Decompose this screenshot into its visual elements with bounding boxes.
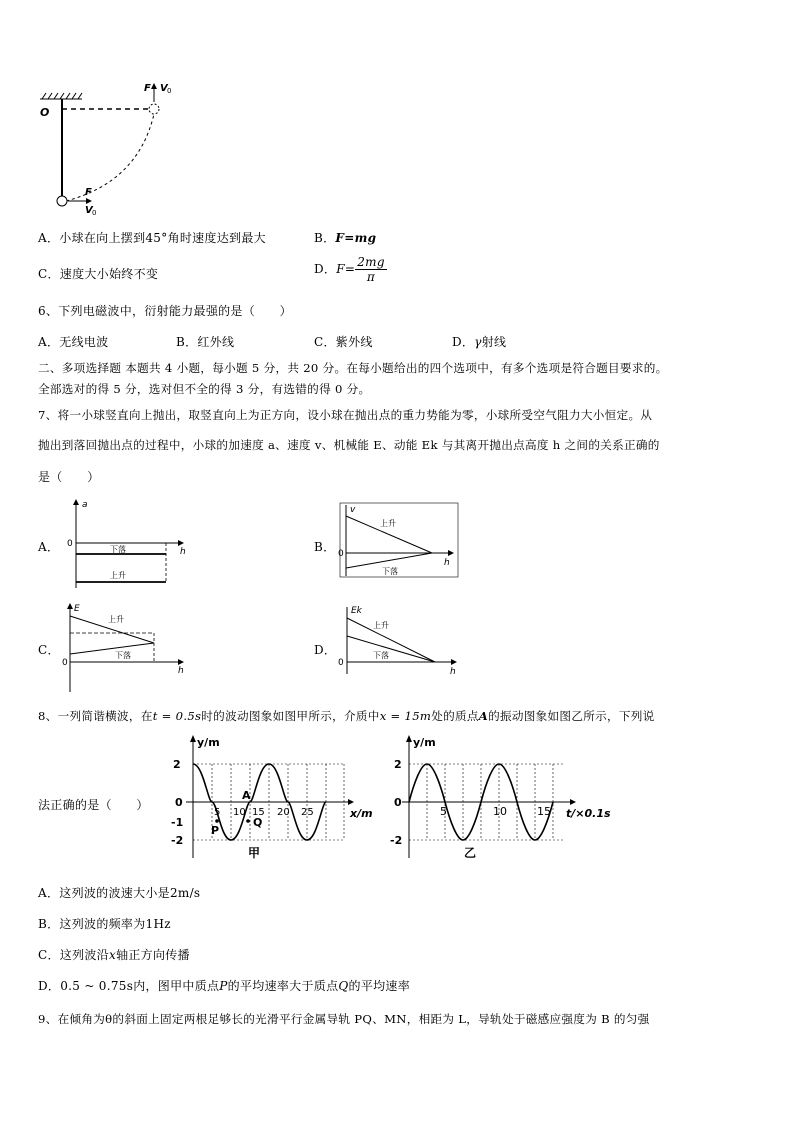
force-label-top: F <box>144 83 151 94</box>
q5-option-d-fraction <box>355 255 387 284</box>
q5-option-b-prefix: B． <box>314 231 336 245</box>
q7d-y-axis-label: Ek <box>351 606 362 616</box>
q8-option-b-text: B．这列波的频率为 <box>38 917 146 931</box>
velocity-sub-top: 0 <box>167 87 172 95</box>
q8-option-d-range: 0.5 ~ 0.75s <box>60 979 134 993</box>
q6-option-c: C．紫外线 <box>314 335 373 349</box>
q7c-x-axis-label: h <box>178 666 184 676</box>
jia-x-tick-20: 20 <box>277 807 290 818</box>
yi-x-axis-label: t/×0.1s <box>566 807 611 820</box>
q7c-fall-label: 下落 <box>115 651 131 660</box>
q7b-rise-label: 上升 <box>380 519 396 528</box>
q8-option-c-post: 轴正方向传播 <box>116 948 190 962</box>
q8-stem-point-a: A <box>478 709 489 723</box>
q6-stem: 6、下列电磁波中，衍射能力最强的是（ ） <box>38 304 292 318</box>
section2-instructions-line2: 全部选对的得 5 分，选对但不全的得 3 分，有选错的得 0 分。 <box>38 382 371 396</box>
q8-stem-part2: 时的波动图象如图甲所示，介质中 <box>201 709 380 723</box>
q8-option-d-end: 的平均速率 <box>348 979 411 993</box>
q7-option-b-label: B． <box>314 540 336 554</box>
q5-option-b <box>314 229 376 246</box>
q8-option-d <box>38 977 410 994</box>
q7a-fall-label: 下落 <box>110 545 126 554</box>
q8-figure-jia <box>168 733 378 863</box>
q7a-y-axis-label: a <box>82 500 88 510</box>
q5-option-d-prefix: D． <box>314 262 337 276</box>
force-label-bottom: F <box>85 187 92 198</box>
pivot-label: O <box>40 106 50 119</box>
q7c-fall-line <box>70 643 154 654</box>
yi-y-tick-2: 2 <box>394 758 402 771</box>
q7b-fall-line <box>346 553 432 568</box>
yi-y-tick-neg2: -2 <box>390 834 403 847</box>
q7-option-c-label: C． <box>38 643 60 657</box>
q7c-origin-label: 0 <box>62 658 68 668</box>
q7d-rise-label: 上升 <box>373 621 389 630</box>
q8-stem-time: t = 0.5s <box>152 709 202 723</box>
q8-option-c-x: x <box>108 948 117 962</box>
q8-option-b <box>38 915 171 932</box>
jia-x-tick-10: 10 <box>233 807 246 818</box>
q5-option-d <box>314 255 387 284</box>
q8-option-a-value: 2m/s <box>169 886 201 900</box>
q6-option-d-suffix: 射线 <box>481 335 507 349</box>
q7-graph-b <box>332 502 462 580</box>
q8-stem-continued: 法正确的是（ ） <box>38 798 149 812</box>
ball-bottom <box>57 196 67 206</box>
force-arrowhead-bottom <box>86 198 92 204</box>
q7-graph-d <box>335 604 465 676</box>
force-arrowhead-top <box>151 83 157 89</box>
velocity-label-bottom: V <box>85 205 93 216</box>
yi-caption: 乙 <box>464 846 477 860</box>
jia-x-tick-5: 5 <box>214 807 221 818</box>
q6-option-b: B．红外线 <box>176 335 235 349</box>
q5-option-c: C．速度大小始终不变 <box>38 267 159 281</box>
jia-y-tick-neg1: -1 <box>171 816 184 829</box>
q8-stem <box>38 708 655 724</box>
jia-x-tick-25: 25 <box>301 807 314 818</box>
q7-graph-c <box>60 602 190 692</box>
q6-option-d-prefix: D． <box>452 335 475 349</box>
q8-option-d-mid2: 的平均速率大于质点 <box>227 979 339 993</box>
jia-y-tick-2: 2 <box>173 758 181 771</box>
q7b-fall-label: 下落 <box>382 567 398 576</box>
q7-stem-line1: 7、将一小球竖直向上抛出，取竖直向上为正方向，设小球在抛出点的重力势能为零，小球所受空气阻力大小恒定。从 <box>38 408 653 422</box>
q6-option-a: A．无线电波 <box>38 335 109 349</box>
q8-option-a-text: A．这列波的波速大小是 <box>38 886 170 900</box>
q7b-x-axis-label: h <box>444 558 450 568</box>
q7c-y-axis-label: E <box>74 604 80 614</box>
jia-y-axis-label: y/m <box>197 736 220 749</box>
q7b-origin-label: 0 <box>338 549 344 559</box>
q5-option-b-formula: F=mg <box>335 231 377 245</box>
q8-option-d-p: P <box>219 979 228 993</box>
jia-point-p <box>215 819 219 823</box>
ceiling-support <box>40 93 82 99</box>
swing-arc-dashed <box>66 114 154 201</box>
q5-option-d-denominator: π <box>366 270 376 284</box>
q5-option-d-numerator: 2mg <box>357 255 385 269</box>
q7-stem-line3: 是（ ） <box>38 470 100 484</box>
q9-stem-line1: 9、在倾角为θ的斜面上固定两根足够长的光滑平行金属导轨 PQ、MN，相距为 L，导轨处于磁感应强度为 B 的匀强 <box>38 1012 650 1026</box>
q8-option-a <box>38 884 200 901</box>
pendulum-figure <box>30 78 190 228</box>
q8-option-c-pre: C．这列波沿 <box>38 948 109 962</box>
q7-stem-line2: 抛出到落回抛出点的过程中，小球的加速度 a、速度 v、机械能 E、动能 Ek 与其离开抛出点高度 h 之间的关系正确的 <box>38 438 660 452</box>
q6-option-d <box>452 333 506 350</box>
jia-x-axis-label: x/m <box>350 807 373 820</box>
jia-x-tick-15: 15 <box>252 807 265 818</box>
q7a-rise-label: 上升 <box>110 571 126 580</box>
jia-y-tick-neg2: -2 <box>171 834 184 847</box>
jia-caption: 甲 <box>248 846 261 860</box>
q5-option-d-lhs: F= <box>336 262 356 276</box>
q8-stem-part3: 处的质点 <box>431 709 479 723</box>
q6-option-d-gamma: γ <box>474 335 482 349</box>
q8-figure-yi <box>388 733 618 863</box>
yi-x-tick-15: 15 <box>537 805 551 818</box>
q7a-x-axis-label: h <box>180 547 186 557</box>
velocity-label-top: V <box>160 83 168 94</box>
q7-option-a-label: A． <box>38 540 60 554</box>
q7c-rise-label: 上升 <box>108 615 124 624</box>
q8-stem-part4: 的振动图象如图乙所示，下列说 <box>488 709 655 723</box>
jia-label-q: Q <box>253 816 263 829</box>
q8-stem-position: x = 15m <box>379 709 432 723</box>
section2-instructions-line1: 二、多项选择题 本题共 4 小题，每小题 5 分，共 20 分。在每小题给出的四个选项中，有多个选项是符合题目要求的。 <box>38 361 668 375</box>
q7d-fall-label: 下落 <box>373 651 389 660</box>
q8-stem-part1: 8、一列简谐横波，在 <box>38 709 153 723</box>
yi-y-tick-0: 0 <box>394 796 402 809</box>
ball-top <box>149 104 159 114</box>
jia-label-p: P <box>211 824 220 837</box>
yi-y-axis-label: y/m <box>413 736 436 749</box>
jia-label-a: A <box>242 789 251 802</box>
q7b-y-axis-label: v <box>350 505 356 515</box>
q7-option-d-label: D． <box>314 643 337 657</box>
q7d-origin-label: 0 <box>338 658 344 668</box>
q5-option-a: A．小球在向上摆到45°角时速度达到最大 <box>38 231 266 245</box>
yi-x-tick-5: 5 <box>440 805 447 818</box>
yi-x-tick-10: 10 <box>493 805 507 818</box>
q7a-origin-label: 0 <box>67 539 73 549</box>
q7-graph-a <box>60 498 190 590</box>
q8-option-d-q: Q <box>338 979 349 993</box>
jia-y-tick-0: 0 <box>175 796 183 809</box>
q7d-x-axis-label: h <box>450 667 456 677</box>
q8-option-d-mid1: 内，图甲中质点 <box>133 979 220 993</box>
velocity-sub-bottom: 0 <box>92 209 97 217</box>
q8-option-b-value: 1Hz <box>145 917 171 931</box>
q8-option-c <box>38 946 190 963</box>
q8-option-d-pre: D． <box>38 979 61 993</box>
jia-point-q <box>246 819 250 823</box>
